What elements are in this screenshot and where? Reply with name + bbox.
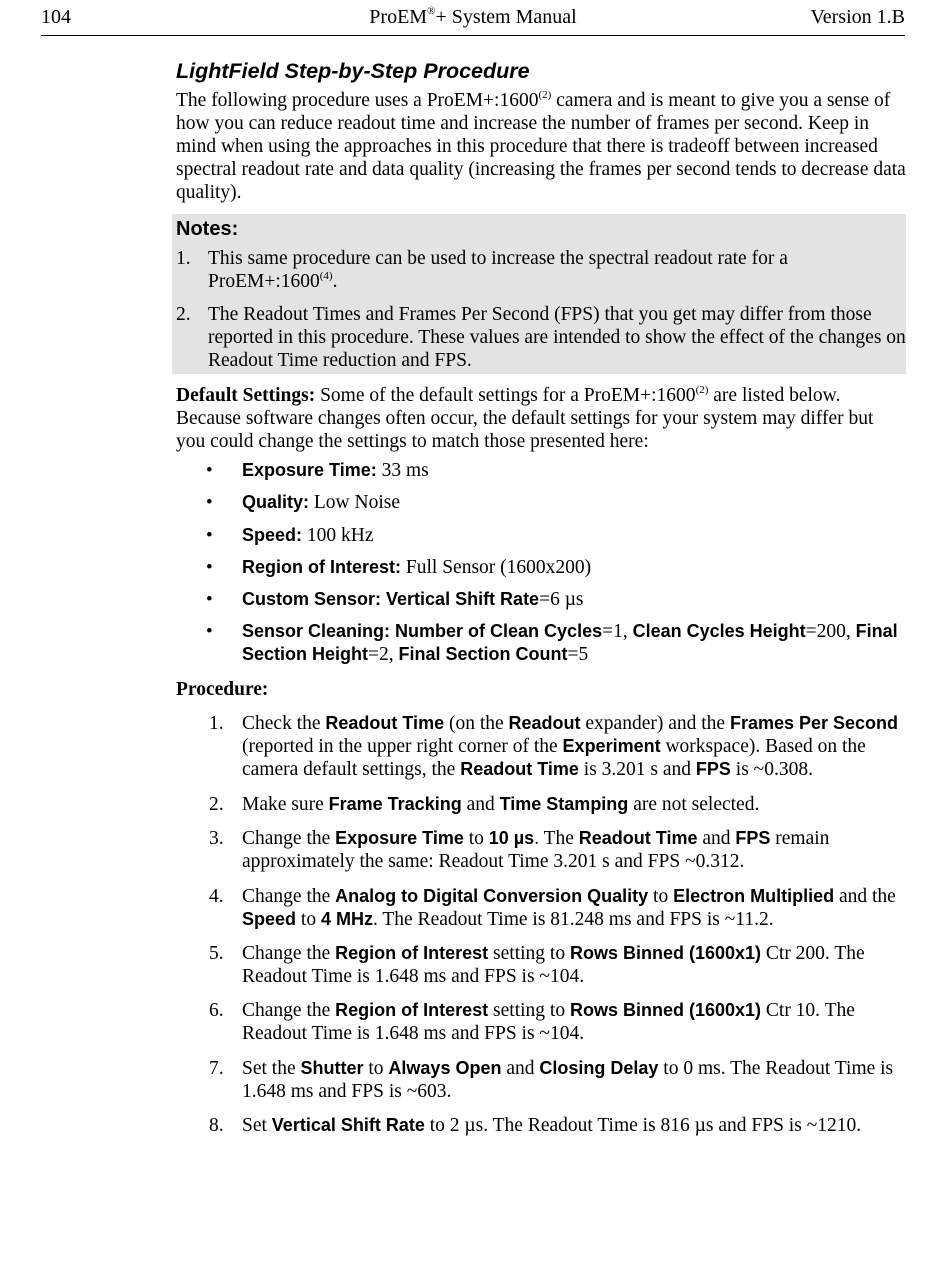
intro-paragraph: The following procedure uses a $ProEM+:1600^{(2)}$ camera and is meant to give you a sense of how you can reduce readout time and increase the number of frames per second. Keep in mind when using the approaches in this procedure that there is tradeoff between increased spectral readout rate and data quality (increasing the frames per second tends to decrease data quality). — [176, 88, 906, 203]
text-run: workspace). Based on the camera default settings, the — [242, 736, 866, 781]
text-run: and — [461, 793, 500, 815]
procedure-step — [176, 999, 906, 1045]
bold-term: Exposure Time — [335, 828, 464, 849]
page-body — [176, 58, 906, 1149]
bold-term: Time Stamping — [499, 793, 629, 814]
bold-term: Final Section Height — [242, 621, 898, 665]
text-run: (reported in the upper right corner of the — [242, 736, 563, 758]
notes-list — [176, 247, 906, 372]
procedure-step — [176, 712, 906, 781]
bold-term: Always Open — [388, 1057, 502, 1078]
text-run: Ctr 10. The Readout Time is 1.648 ms and FPS is ~104. — [242, 1000, 855, 1045]
procedure-step — [176, 885, 906, 931]
procedure-title: Procedure: — [176, 679, 269, 701]
step-number: 7. — [209, 1057, 224, 1079]
step-number: 1. — [209, 713, 224, 735]
procedure-step — [176, 1057, 906, 1103]
bullet-icon: • — [206, 524, 213, 546]
step-number: 2. — [209, 793, 224, 815]
setting-item — [176, 620, 906, 666]
setting-item — [176, 459, 906, 482]
manual-title: ProEM®+ System Manual — [369, 5, 577, 28]
procedure-step — [176, 942, 906, 988]
procedure-step — [176, 1114, 906, 1137]
default-settings-paragraph: Default Settings: Some of the default settings for a $ProEM+:1600^{(2)}$ are listed below. Because software changes often occur, the default settings for your system may differ but you could change the settings to match those presented here: — [176, 383, 874, 452]
setting-item — [176, 491, 906, 514]
bold-term: Readout — [508, 713, 581, 734]
setting-value: 33 ms — [376, 460, 429, 481]
step-number: 6. — [209, 1000, 224, 1022]
bold-term: Speed — [242, 908, 297, 929]
bold-term: Experiment — [562, 736, 661, 757]
notes-box — [172, 214, 906, 374]
setting-label: Region of Interest: — [242, 556, 402, 577]
text-run: to 2 µs. The Readout Time is 816 µs and FPS is ~1210. — [424, 1115, 862, 1137]
text-run: =1, — [602, 621, 633, 643]
setting-value: 100 kHz — [302, 524, 374, 546]
text-run: =200, — [805, 621, 856, 643]
bold-term: Region of Interest — [335, 943, 489, 964]
text-run: to — [463, 828, 489, 850]
step-number: 8. — [209, 1115, 224, 1137]
text-run: Change the — [242, 885, 336, 907]
bold-term: Analog to Digital Conversion Quality — [335, 885, 649, 906]
bold-term: Final Section Count — [398, 644, 568, 665]
text-run: to — [296, 908, 321, 930]
manual-version: Version 1.B — [810, 6, 905, 28]
bold-term: Region of Interest — [335, 1000, 489, 1021]
bold-term: Frame Tracking — [328, 793, 462, 814]
bold-term: Readout Time — [460, 759, 579, 780]
text-run: to 0 ms. The Readout Time is 1.648 ms and FPS is ~603. — [242, 1057, 894, 1102]
setting-label: Custom Sensor: Vertical Shift Rate — [242, 589, 540, 610]
step-number: 3. — [209, 828, 224, 850]
bold-term: Rows Binned (1600x1) — [569, 1000, 762, 1021]
procedure-step — [176, 793, 906, 816]
text-run: =5 — [567, 644, 589, 666]
text-run: Set the — [242, 1057, 301, 1079]
setting-item — [176, 556, 906, 579]
bullet-icon: • — [206, 492, 213, 514]
text-run: Check the — [242, 713, 326, 735]
bold-term: Closing Delay — [539, 1057, 659, 1078]
setting-label: Exposure Time: — [242, 460, 377, 480]
bold-term: FPS — [735, 828, 771, 849]
bold-term: Frames Per Second — [729, 713, 899, 734]
bullet-icon: • — [206, 589, 213, 611]
text-run: and — [501, 1057, 540, 1079]
page-header — [41, 5, 905, 36]
text-run: are not selected. — [628, 793, 760, 815]
setting-item — [176, 524, 906, 547]
text-run: Change the — [242, 828, 336, 850]
bold-term: Clean Cycles Height — [632, 621, 806, 642]
procedure-step — [176, 827, 906, 873]
procedure-steps — [176, 712, 906, 1137]
bold-term: Vertical Shift Rate — [271, 1115, 425, 1136]
bold-term: Readout Time — [578, 828, 698, 849]
note-item: 2. The Readout Times and Frames Per Second (FPS) that you get may differ from those reported in this procedure. These values are intended to show the effect of the changes on Readout Time reduction and FPS. — [176, 304, 906, 371]
text-run: Change the — [242, 943, 336, 965]
bullet-icon: • — [206, 556, 213, 578]
bold-term: Electron Multiplied — [673, 885, 835, 906]
bold-term: Rows Binned (1600x1) — [569, 943, 762, 964]
bold-term: FPS — [695, 759, 731, 780]
text-run: Change the — [242, 1000, 336, 1022]
step-number: 4. — [209, 885, 224, 907]
text-run: setting to — [488, 943, 570, 965]
text-run: expander) and the — [580, 713, 730, 735]
step-number: 5. — [209, 943, 224, 965]
setting-label: Speed: — [242, 524, 303, 545]
setting-value: Low Noise — [309, 492, 401, 514]
setting-value: Full Sensor (1600x200) — [401, 556, 592, 578]
setting-label: Quality: — [242, 492, 310, 513]
setting-value: =6 µs — [539, 589, 584, 611]
text-run: Make sure — [242, 793, 329, 815]
text-run: is ~0.308. — [730, 759, 813, 781]
text-run: Set — [242, 1115, 272, 1137]
bold-term: 10 µs — [488, 828, 535, 849]
text-run: is 3.201 s and — [578, 759, 696, 781]
bullet-icon: • — [206, 621, 213, 643]
setting-item — [176, 588, 906, 611]
bold-term: Sensor Cleaning: Number of Clean Cycles — [242, 621, 603, 642]
section-title: LightField Step-by-Step Procedure — [176, 59, 530, 83]
text-run: to — [648, 885, 674, 907]
bullet-icon: • — [206, 460, 213, 481]
text-run: setting to — [488, 1000, 570, 1022]
default-settings-list — [176, 459, 906, 666]
notes-title: Notes: — [176, 218, 239, 240]
text-run: to — [363, 1057, 389, 1079]
text-run: (on the — [444, 713, 509, 735]
text-run: and the — [834, 885, 896, 907]
note-item: 1. This same procedure can be used to increase the spectral readout rate for a $ProEM+:1600^{(4)}$. — [176, 248, 788, 292]
text-run: remain approximately the same: Readout Time 3.201 s and FPS ~0.312. — [242, 828, 830, 873]
text-run: . The Readout Time is 81.248 ms and FPS is ~11.2. — [372, 908, 774, 930]
text-run: . The — [534, 828, 579, 850]
bold-term: 4 MHz — [320, 908, 373, 929]
bold-term: Shutter — [300, 1057, 364, 1078]
bold-term: Readout Time — [325, 713, 445, 734]
page-number: 104 — [41, 6, 71, 28]
text-run: and — [697, 828, 736, 850]
text-run: Ctr 200. The Readout Time is 1.648 ms and FPS is ~104. — [242, 943, 865, 988]
text-run: =2, — [368, 644, 399, 666]
